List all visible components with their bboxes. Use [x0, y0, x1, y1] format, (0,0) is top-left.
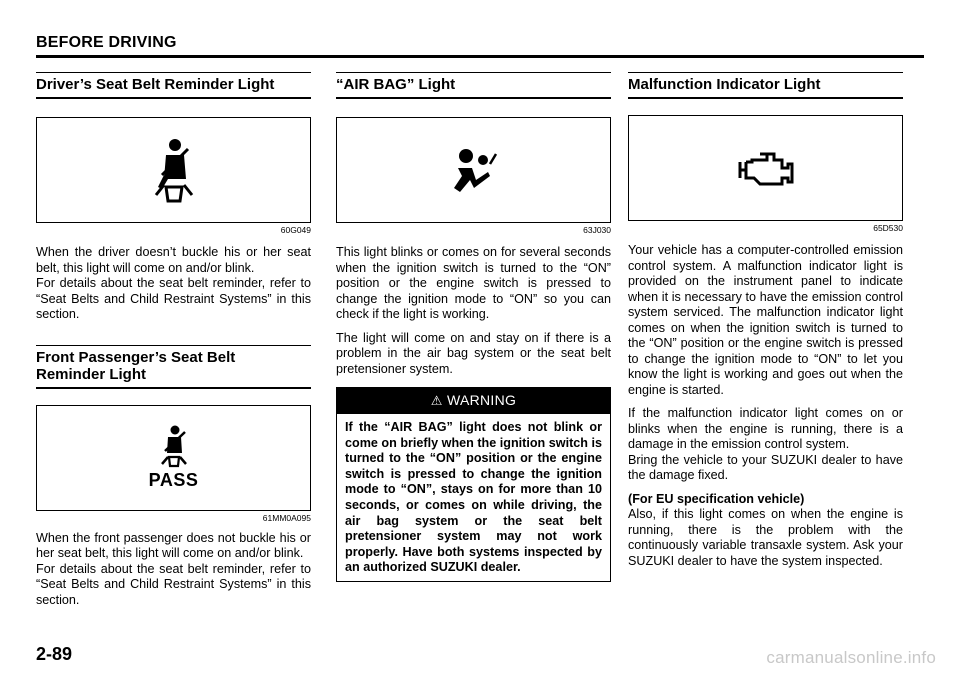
- figure-code: 63J030: [583, 225, 611, 235]
- section-heading-passenger-belt: [36, 345, 311, 389]
- warning-label: WARNING: [446, 392, 517, 408]
- paragraph: When the driver doesn’t buckle his or her seat belt, this light will come on and/or blink.: [36, 245, 311, 275]
- warning-triangle-icon: ⚠: [430, 393, 443, 408]
- figure-code: 61MM0A095: [262, 512, 311, 523]
- subheading: (For EU specification vehicle): [628, 491, 805, 506]
- warning-header: [337, 388, 610, 414]
- paragraph: If the malfunction indicator light comes on or blinks when the engine is running, there is a damage in the emission control system.: [628, 406, 903, 451]
- section-heading-airbag: [336, 72, 611, 99]
- paragraph: Your vehicle has a computer-controlled emission control system. A malfunction indicator light is provided on the instrument panel to indicate when it is necessary to have the emission control system serviced. The malfunction indicator light comes on when the ignition switch is turned to the “ON” position or the engine switch is pressed to change the ignition mode to “ON” to let you know the light is working and goes out when the engine is started.: [628, 243, 903, 397]
- paragraph: Bring the vehicle to your SUZUKI dealer to have the damage fixed.: [628, 452, 903, 482]
- figure-airbag: [336, 117, 611, 223]
- section-title: Driver’s Seat Belt Reminder Light: [36, 76, 275, 93]
- paragraph: When the front passenger does not buckle his or her seat belt, this light will come on and/or blink.: [36, 530, 311, 560]
- warning-text: If the “AIR BAG” light does not blink or come on briefly when the ignition switch is turned to the “ON” position or the engine switch is pressed to change the ignition mode to “ON”, stays on for more than 10 seconds, or comes on while driving, the air bag system or the seat belt pretensioner system may not work properly. Have both systems inspected by an authorized SUZUKI dealer.: [345, 420, 602, 575]
- column-left: [36, 72, 311, 608]
- figure-driver-belt: [36, 117, 311, 223]
- passenger-seatbelt-icon: [156, 424, 192, 468]
- section-heading-mil: [628, 72, 903, 99]
- paragraph: This light blinks or comes on for several seconds when the ignition switch is turned to the “ON” position or the engine switch is pressed to change the ignition mode to “ON” so you can check if the light is working.: [336, 245, 611, 321]
- section-title-line2: Reminder Light: [36, 365, 147, 383]
- section-title: Malfunction Indicator Light: [628, 76, 821, 93]
- header-rule: [36, 55, 924, 58]
- warning-box: [336, 387, 611, 582]
- paragraph: For details about the seat belt reminder, refer to “Seat Belts and Child Restraint Systems” in this section.: [36, 276, 311, 321]
- page-number: 2-89: [36, 644, 73, 664]
- figure-code: 65D530: [873, 223, 903, 233]
- paragraph: Also, if this light comes on when the engine is running, there is the problem with the continuously variable transaxle system. Ask your SUZUKI dealer to have the system inspected.: [628, 507, 903, 568]
- column-right: [628, 72, 903, 569]
- watermark: carmanualsonline.info: [766, 648, 936, 667]
- pass-label: PASS: [148, 470, 199, 490]
- engine-icon: [734, 148, 798, 188]
- section-title: “AIR BAG” Light: [336, 76, 456, 93]
- figure-passenger-belt: [36, 405, 311, 511]
- paragraph: The light will come on and stay on if there is a problem in the air bag system or the seat belt pretensioner system.: [336, 330, 611, 376]
- paragraph: For details about the seat belt reminder, refer to “Seat Belts and Child Restraint Systems” in this section.: [36, 561, 311, 607]
- seatbelt-icon: [144, 135, 204, 205]
- column-middle: [336, 72, 611, 582]
- section-heading-driver-belt: [36, 72, 311, 99]
- figure-mil: [628, 115, 903, 221]
- airbag-icon: [446, 142, 502, 198]
- figure-code: 60G049: [280, 225, 311, 235]
- section-title-line1: Front Passenger’s Seat Belt: [36, 348, 236, 366]
- page-header-title: BEFORE DRIVING: [36, 34, 177, 51]
